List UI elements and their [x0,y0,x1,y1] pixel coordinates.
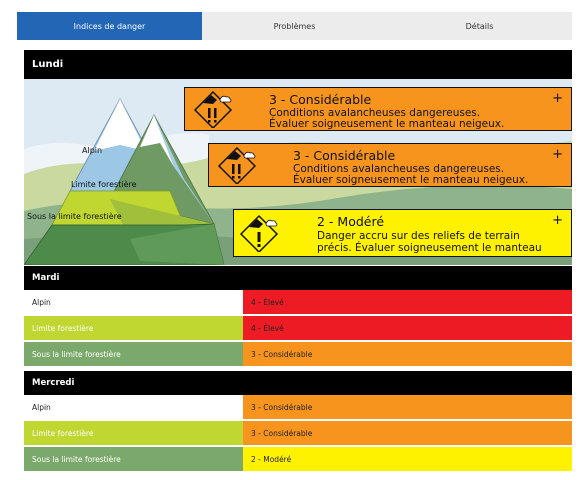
rating-title: 3 - Considérable [293,148,396,163]
tab-problems[interactable]: Problèmes [273,21,316,31]
expand-icon[interactable]: + [552,147,563,162]
elevation-label: Sous la limite forestière [24,447,243,471]
rating-desc-line: Conditions avalancheuses dangereuses. [293,163,505,175]
danger-3-icon [217,144,257,184]
expand-icon[interactable]: + [552,213,563,228]
danger-2-icon [239,212,279,252]
tab-bar [17,12,572,40]
table-row [24,316,572,340]
mountain-diagram [24,79,572,265]
tab-details[interactable]: Détails [465,21,494,31]
tab-danger-ratings[interactable]: Indices de danger [17,12,202,40]
rating-value: 4 - Élevé [243,316,572,340]
rating-desc-line: Évaluer soigneusement le manteau neigeux. [269,118,505,130]
day-name: Mardi [32,273,60,283]
table-row [24,290,572,314]
table-row [24,342,572,366]
rating-value: 3 - Considérable [243,421,572,445]
day-header-monday [24,50,572,79]
elevation-label: Sous la limite forestière [24,342,243,366]
rating-title: 2 - Modéré [317,214,385,229]
day-header-tuesday [24,266,572,290]
day-name: Lundi [32,59,64,70]
rating-value: 3 - Considérable [243,395,572,419]
rating-desc-line: Danger accru sur des reliefs de terrain [317,230,520,242]
rating-desc-line: précis. Évaluer soigneusement le manteau [317,242,542,254]
rating-desc-line: Évaluer soigneusement le manteau neigeux. [293,174,529,186]
danger-3-icon [193,88,233,128]
level-label-alpine: Alpin [82,146,103,155]
rating-title: 3 - Considérable [269,92,372,107]
rating-value: 2 - Modéré [243,447,572,471]
rating-card-below-treeline[interactable] [233,209,572,257]
table-row [24,421,572,445]
level-label-below-treeline: Sous la limite forestière [27,212,122,221]
rating-card-treeline[interactable] [208,143,572,187]
rating-desc-line: Conditions avalancheuses dangereuses. [269,107,481,119]
rating-value: 3 - Considérable [243,342,572,366]
elevation-label: Alpin [24,290,243,314]
day-name: Mercredi [32,378,75,388]
elevation-label: Alpin [24,395,243,419]
rating-card-alpine[interactable] [184,87,572,131]
level-label-treeline: Limite forestière [71,180,137,189]
table-row [24,447,572,471]
expand-icon[interactable]: + [552,91,563,106]
day-header-wednesday [24,371,572,395]
table-row [24,395,572,419]
rating-value: 4 - Élevé [243,290,572,314]
elevation-label: Limite forestière [24,421,243,445]
elevation-label: Limite forestière [24,316,243,340]
